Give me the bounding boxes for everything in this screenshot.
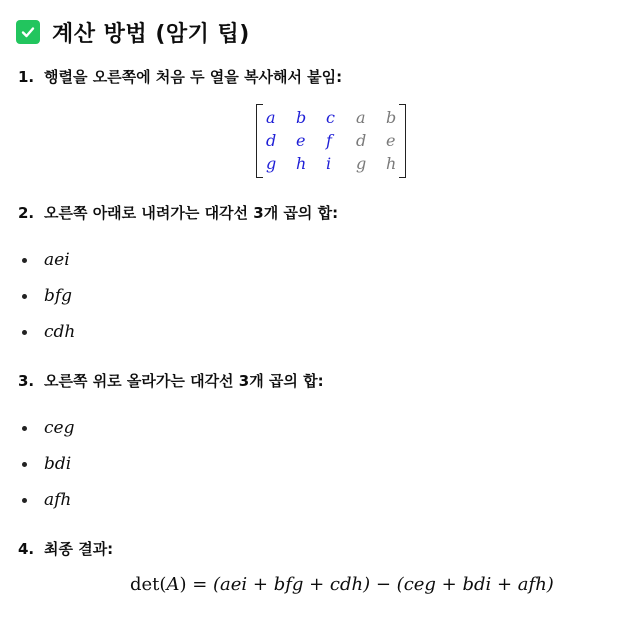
step-text: 최종 결과: — [44, 540, 114, 558]
list-item — [22, 482, 74, 518]
formula-function: det — [130, 574, 160, 595]
formula-variable: A — [166, 574, 180, 595]
product-term: ceg — [44, 418, 75, 438]
matrix-cell: e — [296, 131, 306, 150]
bullet-icon — [22, 294, 27, 299]
product-term: afh — [44, 490, 72, 510]
product-term: aei — [44, 250, 70, 270]
bullet-icon — [22, 498, 27, 503]
step-text: 행렬을 오른쪽에 처음 두 열을 복사해서 붙임: — [44, 68, 343, 86]
product-term: bdi — [44, 454, 72, 474]
step-4 — [18, 538, 113, 559]
list-item — [22, 446, 74, 482]
step-number: 4. — [18, 540, 35, 558]
matrix-cell: a — [356, 108, 366, 127]
product-term: cdh — [44, 322, 76, 342]
bullet-icon — [22, 426, 27, 431]
step-number: 3. — [18, 372, 35, 390]
step-number: 1. — [18, 68, 35, 86]
step-number: 2. — [18, 204, 35, 222]
section-heading — [16, 14, 250, 50]
bullet-icon — [22, 462, 27, 467]
list-item — [22, 410, 74, 446]
step-1 — [18, 66, 342, 87]
matrix-cell: d — [266, 131, 277, 150]
matrix-cell: c — [326, 108, 335, 127]
step-text: 오른쪽 아래로 내려가는 대각선 3개 곱의 합: — [44, 204, 339, 222]
step-2 — [18, 202, 338, 223]
matrix-cell: b — [296, 108, 307, 127]
determinant-formula — [130, 574, 554, 595]
matrix-cell: f — [326, 131, 332, 150]
step-text: 오른쪽 위로 올라가는 대각선 3개 곱의 합: — [44, 372, 324, 390]
list-item — [22, 314, 75, 350]
heading-title: 계산 방법 (암기 팁) — [52, 21, 250, 47]
bullet-icon — [22, 258, 27, 263]
matrix-left-bracket — [256, 104, 263, 178]
bullet-icon — [22, 330, 27, 335]
matrix-cell: b — [386, 108, 397, 127]
matrix-grid — [266, 106, 416, 175]
list-item — [22, 242, 75, 278]
formula-paren: ( — [159, 574, 167, 595]
matrix-cell: e — [386, 131, 396, 150]
list-item — [22, 278, 75, 314]
matrix-cell: h — [296, 154, 307, 173]
matrix-cell: a — [266, 108, 276, 127]
formula-paren: ) — [179, 574, 187, 595]
formula-rhs: = (aei + bfg + cdh) − (ceg + bdi + afh) — [186, 574, 554, 595]
step-3 — [18, 370, 324, 391]
matrix-cell: g — [266, 154, 277, 173]
augmented-matrix — [256, 104, 406, 178]
check-mark-icon — [16, 20, 40, 44]
matrix-cell: d — [356, 131, 367, 150]
up-diagonal-list — [22, 410, 74, 518]
down-diagonal-list — [22, 242, 75, 350]
matrix-right-bracket — [399, 104, 406, 178]
product-term: bfg — [44, 286, 73, 306]
matrix-cell: g — [356, 154, 367, 173]
matrix-cell: i — [326, 154, 332, 173]
matrix-cell: h — [386, 154, 397, 173]
